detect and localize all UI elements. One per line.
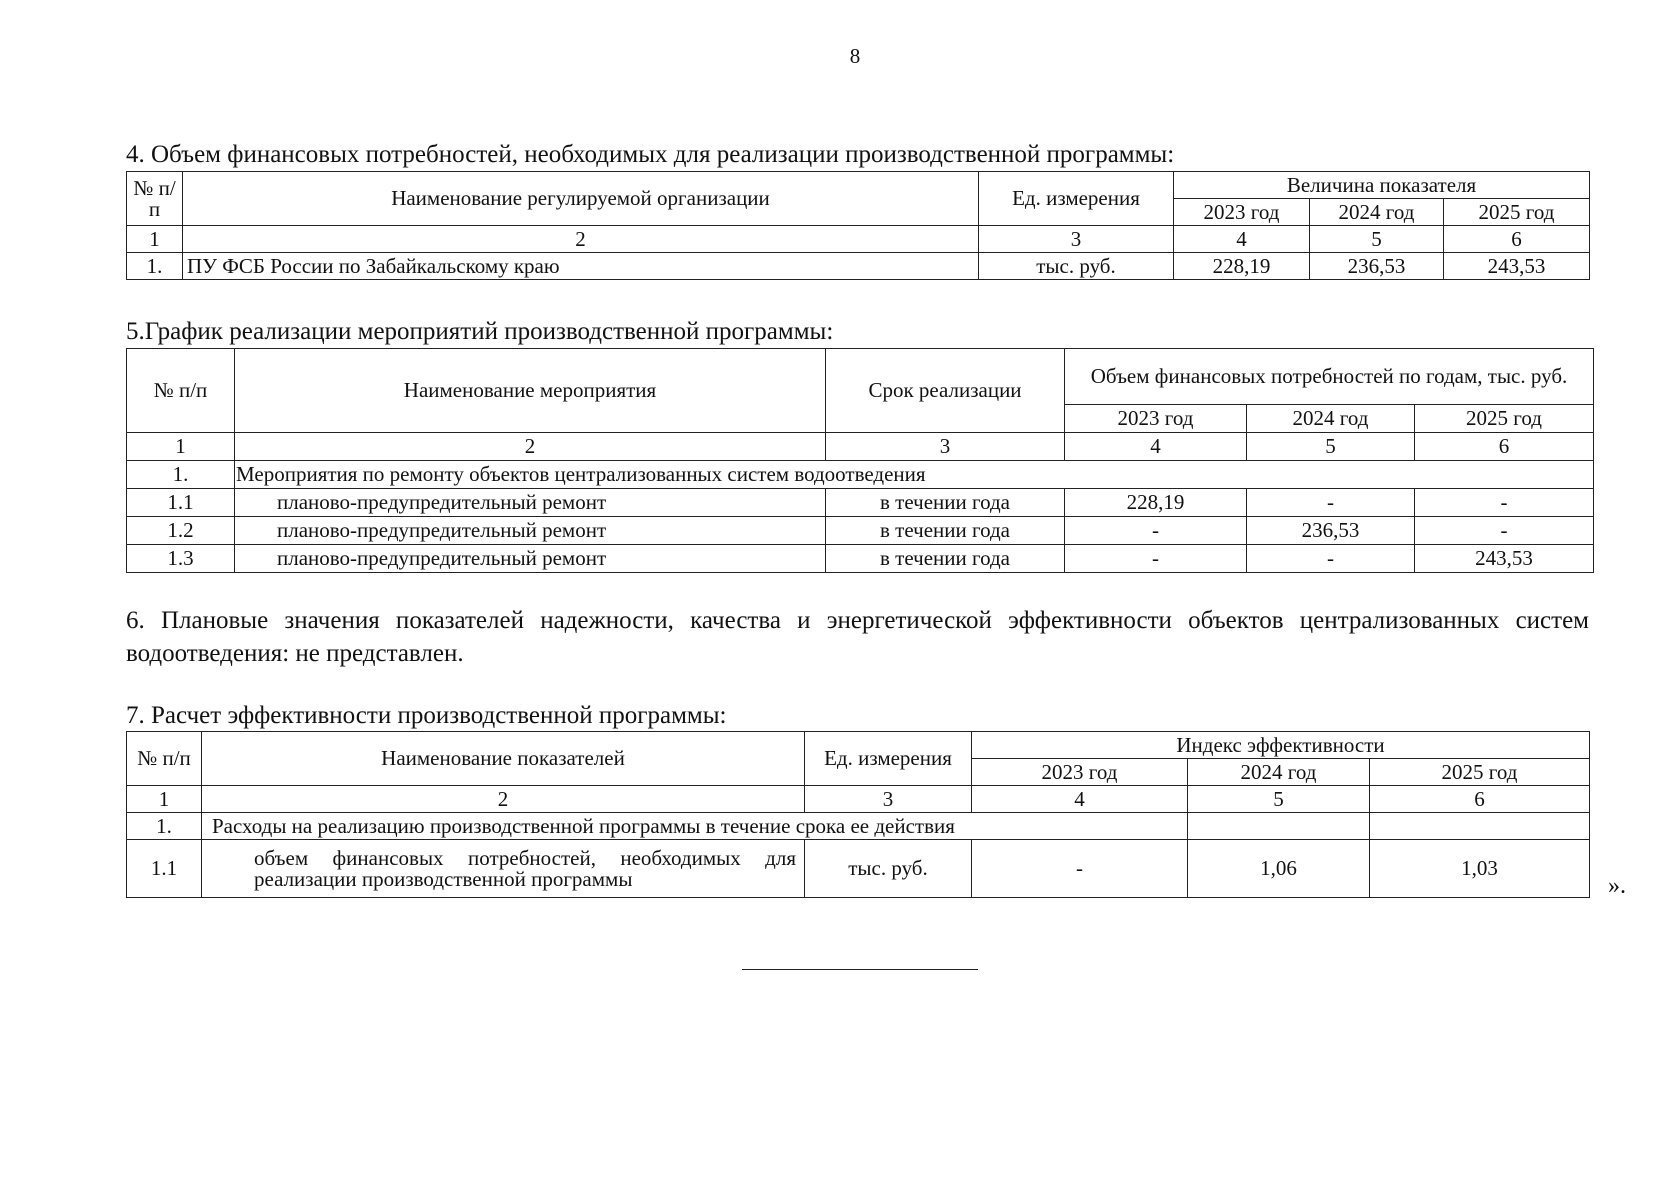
row-num: 1.3 — [127, 545, 235, 573]
table-header-row — [127, 349, 1594, 405]
section-6-text: 6. Плановые значения показателей надежности, качества и энергетической эффективности объектов централизованных систем водоотведения: не представлен. — [126, 607, 1589, 667]
col-number: 1 — [127, 433, 235, 461]
header-activity-name: Наименование мероприятия — [235, 349, 826, 433]
row-activity-name: планово-предупредительный ремонт — [235, 517, 826, 545]
column-number-row — [127, 226, 1590, 253]
section-7-title: 7. Расчет эффективности производственной программы: — [126, 702, 727, 729]
row-activity-name: планово-предупредительный ремонт — [235, 489, 826, 517]
section-4-title: 4. Объем финансовых потребностей, необходимых для реализации производственной программы: — [126, 141, 1175, 168]
table-row — [127, 489, 1594, 517]
header-value-group: Индекс эффективности — [972, 732, 1590, 759]
header-year: 2024 год — [1247, 405, 1415, 433]
row-value: 236,53 — [1310, 253, 1444, 280]
col-number: 5 — [1188, 786, 1370, 813]
row-term: в течении года — [826, 545, 1065, 573]
header-org-name: Наименование регулируемой организации — [183, 172, 979, 226]
header-indicator-name: Наименование показателей — [202, 732, 805, 786]
header-num: № п/п — [127, 172, 183, 226]
col-number: 3 — [805, 786, 972, 813]
header-num: № п/п — [127, 349, 235, 433]
row-num: 1.1 — [127, 840, 202, 898]
header-year: 2024 год — [1188, 759, 1370, 786]
header-unit: Ед. измерения — [805, 732, 972, 786]
row-unit: тыс. руб. — [805, 840, 972, 898]
header-year: 2023 год — [1065, 405, 1247, 433]
table-row — [127, 253, 1590, 280]
row-num: 1. — [127, 253, 183, 280]
col-number: 3 — [979, 226, 1174, 253]
col-number: 6 — [1415, 433, 1594, 461]
header-term: Срок реализации — [826, 349, 1065, 433]
schedule-table — [126, 348, 1594, 573]
col-number: 2 — [183, 226, 979, 253]
page-number: 8 — [849, 44, 861, 68]
col-number: 6 — [1444, 226, 1590, 253]
row-value: 243,53 — [1444, 253, 1590, 280]
row-org-name: ПУ ФСБ России по Забайкальскому краю — [183, 253, 979, 280]
row-value: 236,53 — [1247, 517, 1415, 545]
row-term: в течении года — [826, 489, 1065, 517]
header-value-group: Объем финансовых потребностей по годам, тыс. руб. — [1065, 349, 1594, 405]
row-value: 228,19 — [1174, 253, 1310, 280]
col-number: 4 — [1174, 226, 1310, 253]
row-unit: тыс. руб. — [979, 253, 1174, 280]
header-value-group: Величина показателя — [1174, 172, 1590, 199]
row-value: - — [1247, 545, 1415, 573]
col-number: 4 — [1065, 433, 1247, 461]
col-number: 5 — [1310, 226, 1444, 253]
section-5-title: 5.График реализации мероприятий производственной программы: — [126, 318, 834, 345]
column-number-row — [127, 433, 1594, 461]
table-group-row — [127, 813, 1590, 840]
group-name: Мероприятия по ремонту объектов централизованных систем водоотведения — [235, 461, 1594, 489]
header-year: 2023 год — [1174, 199, 1310, 226]
table-row — [127, 840, 1590, 898]
col-number: 6 — [1370, 786, 1590, 813]
row-value: 1,06 — [1188, 840, 1370, 898]
col-number: 1 — [127, 786, 202, 813]
row-value: - — [972, 840, 1188, 898]
col-number: 2 — [202, 786, 805, 813]
row-value: - — [1065, 517, 1247, 545]
row-activity-name: планово-предупредительный ремонт — [235, 545, 826, 573]
col-number: 1 — [127, 226, 183, 253]
efficiency-table — [126, 731, 1590, 898]
row-indicator-name: объем финансовых потребностей, необходимых для реализации производственной программы — [202, 840, 805, 898]
header-year: 2025 год — [1370, 759, 1590, 786]
table-header-row — [127, 732, 1590, 759]
header-year: 2025 год — [1444, 199, 1590, 226]
footer-divider — [742, 969, 978, 970]
header-year: 2025 год — [1415, 405, 1594, 433]
row-num: 1. — [127, 461, 235, 489]
empty-cell — [1370, 813, 1590, 840]
row-value: - — [1065, 545, 1247, 573]
row-num: 1. — [127, 813, 202, 840]
col-number: 5 — [1247, 433, 1415, 461]
header-year: 2023 год — [972, 759, 1188, 786]
header-unit: Ед. измерения — [979, 172, 1174, 226]
row-value: - — [1247, 489, 1415, 517]
row-value: 228,19 — [1065, 489, 1247, 517]
row-value: 243,53 — [1415, 545, 1594, 573]
closing-quote: ». — [1608, 873, 1626, 899]
header-num: № п/п — [127, 732, 202, 786]
row-value: 1,03 — [1370, 840, 1590, 898]
row-value: - — [1415, 489, 1594, 517]
table-group-row — [127, 461, 1594, 489]
financial-needs-table — [126, 171, 1590, 280]
col-number: 2 — [235, 433, 826, 461]
column-number-row — [127, 786, 1590, 813]
table-row — [127, 545, 1594, 573]
table-header-row — [127, 172, 1590, 199]
col-number: 4 — [972, 786, 1188, 813]
col-number: 3 — [826, 433, 1065, 461]
row-num: 1.2 — [127, 517, 235, 545]
row-value: - — [1415, 517, 1594, 545]
table-row — [127, 517, 1594, 545]
row-term: в течении года — [826, 517, 1065, 545]
header-year: 2024 год — [1310, 199, 1444, 226]
row-num: 1.1 — [127, 489, 235, 517]
group-name: Расходы на реализацию производственной программы в течение срока ее действия — [202, 813, 1188, 840]
empty-cell — [1188, 813, 1370, 840]
